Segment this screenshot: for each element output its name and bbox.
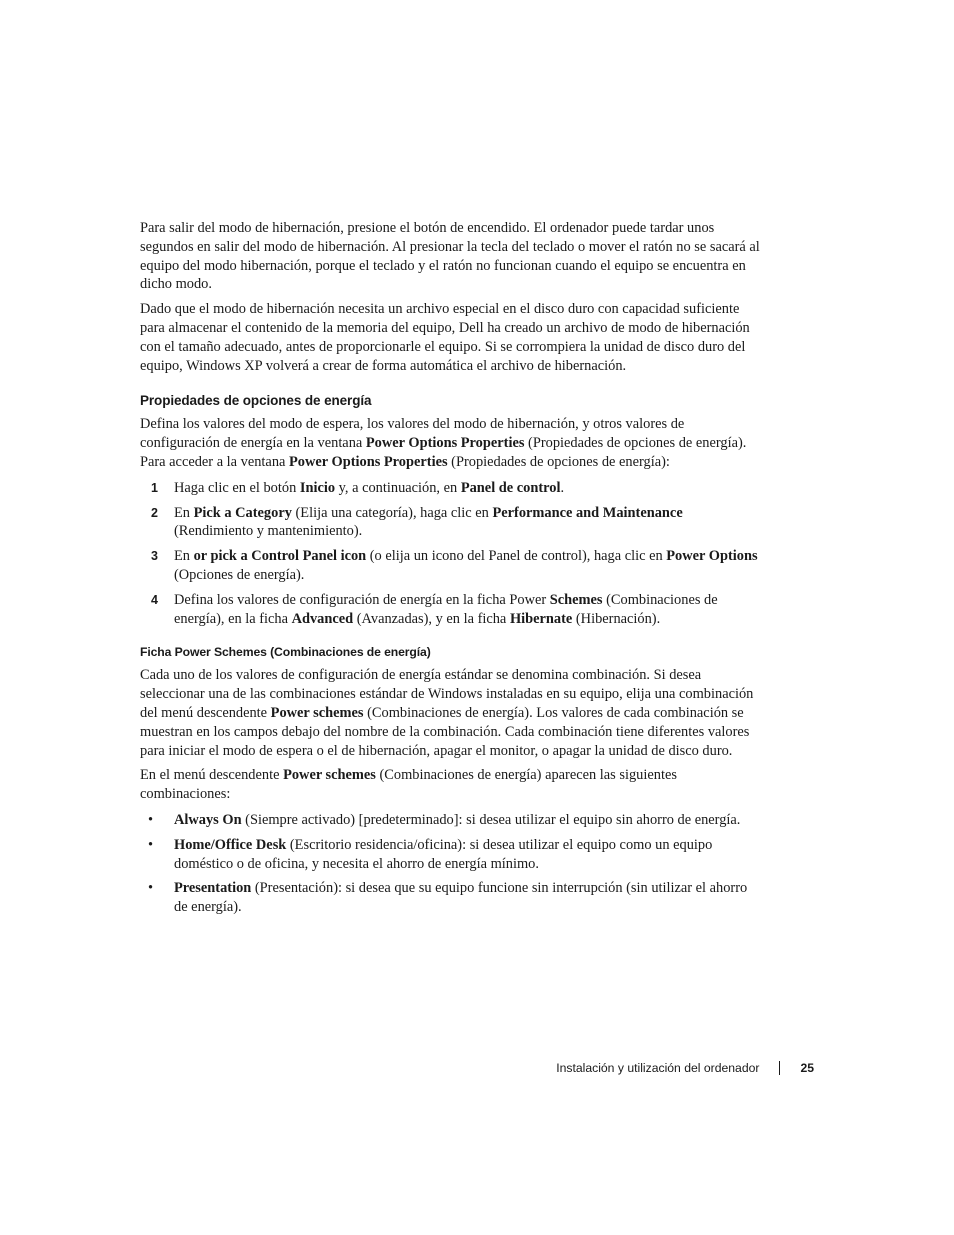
step-item: 3 En or pick a Control Panel icon (o elija un icono del Panel de control), haga clic en Power Options (Opciones de energía). bbox=[151, 548, 758, 583]
section-heading: Propiedades de opciones de energía bbox=[140, 393, 372, 409]
step-number: 1 bbox=[151, 480, 158, 495]
step-item: 1 Haga clic en el botón Inicio y, a continuación, en Panel de control. bbox=[151, 479, 565, 496]
subsection-heading: Ficha Power Schemes (Combinaciones de energía) bbox=[140, 645, 431, 660]
steps-list bbox=[140, 479, 760, 629]
bullet-icon: • bbox=[148, 836, 154, 853]
step-number: 4 bbox=[151, 592, 158, 607]
subsection-paragraph-2: En el menú descendente Power schemes (Combinaciones de energía) aparecen las siguientes combinaciones: bbox=[140, 767, 677, 803]
list-item: • Presentation (Presentación): si desea que su equipo funcione sin interrupción (sin utilizar el ahorro de energía). bbox=[148, 880, 748, 916]
page-number: 25 bbox=[800, 1061, 814, 1075]
page-body bbox=[140, 219, 760, 923]
step-number: 2 bbox=[151, 505, 158, 520]
page-footer bbox=[556, 1061, 814, 1075]
schemes-list bbox=[140, 811, 760, 917]
subsection-paragraph-1: Cada uno de los valores de configuración de energía estándar se denomina combinación. Si desea seleccionar una de las combinaciones estándar de Windows instaladas en su equipo, elija una combinación del menú descendente Power schemes (Combinaciones de energía). Los valores de cada combinación se muestran en los campos debajo del nombre de la combinación. Cada combinación tiene diferentes valores para iniciar el modo de espera o el de hibernación, apagar el monitor, o apagar la unidad de disco duro. bbox=[140, 667, 754, 759]
bullet-icon: • bbox=[148, 880, 154, 897]
step-item: 2 En Pick a Category (Elija una categoría), haga clic en Performance and Maintenance (Rendimiento y mantenimiento). bbox=[151, 504, 683, 540]
section-paragraph: Defina los valores del modo de espera, los valores del modo de hibernación, y otros valores de configuración de energía en la ventana Power Options Properties (Propiedades de opciones de energía). Para acceder a la ventana Power Options Properties (Propiedades de opciones de energía): bbox=[140, 416, 747, 470]
footer-separator bbox=[779, 1061, 780, 1075]
list-item: • Home/Office Desk (Escritorio residencia/oficina): si desea utilizar el equipo como un equipo doméstico o de oficina, y necesita el ahorro de energía mínimo. bbox=[148, 836, 713, 872]
intro-paragraph-1: Para salir del modo de hibernación, presione el botón de encendido. El ordenador puede tardar unos segundos en salir del modo de hibernación. Al presionar la tecla del teclado o mover el ratón no se sacará al equipo del modo hibernación, porque el teclado y el ratón no funcionan cuando el equipo se encuentra en dicho modo. bbox=[140, 220, 760, 293]
list-item: • Always On (Siempre activado) [predeterminado]: si desea utilizar el equipo sin ahorro de energía. bbox=[148, 811, 741, 828]
intro-paragraph-2: Dado que el modo de hibernación necesita un archivo especial en el disco duro con capacidad suficiente para almacenar el contenido de la memoria del equipo, Dell ha creado un archivo de modo de hibernación con el tamaño adecuado, antes de proporcionarle el equipo. Si se corrompiera la unidad de disco duro del equipo, Windows XP volverá a crear de forma automática el archivo de hibernación. bbox=[140, 301, 750, 374]
bullet-icon: • bbox=[148, 811, 154, 828]
step-number: 3 bbox=[151, 549, 158, 564]
step-item: 4 Defina los valores de configuración de energía en la ficha Power Schemes (Combinaciones de energía), en la ficha Advanced (Avanzadas), y en la ficha Hibernate (Hibernación). bbox=[151, 591, 718, 627]
footer-title: Instalación y utilización del ordenador bbox=[556, 1061, 760, 1075]
